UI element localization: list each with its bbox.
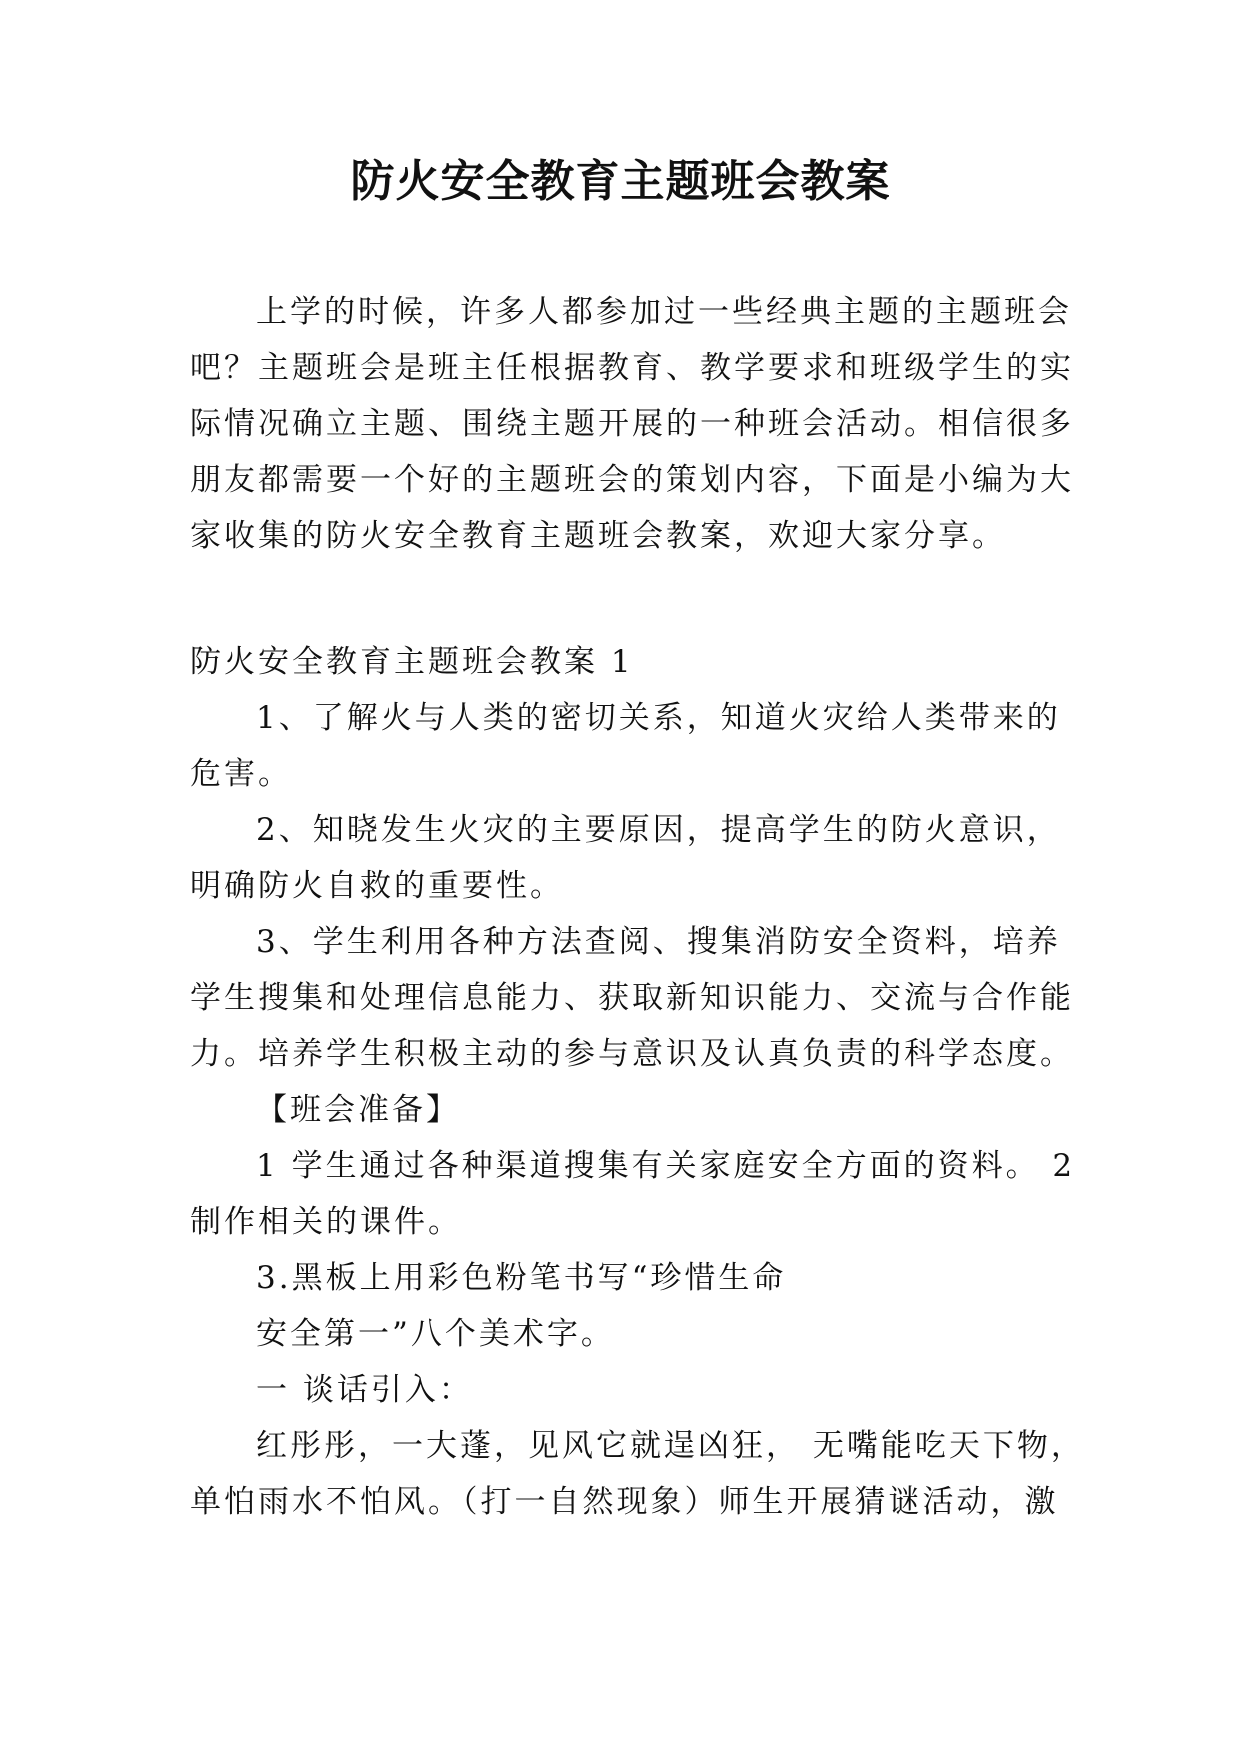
intro-line-2: 吧？主题班会是班主任根据教育、教学要求和班级学生的实 <box>190 350 1074 386</box>
document-title: 防火安全教育主题班会教案 <box>350 156 891 207</box>
intro-line-3: 际情况确立主题、围绕主题开展的一种班会活动。相信很多 <box>190 406 1074 442</box>
preparation-line-4: 安全第一”八个美术字。 <box>256 1316 615 1352</box>
goal-3-line-3: 力。培养学生积极主动的参与意识及认真负责的科学态度。 <box>190 1036 1074 1072</box>
goal-3-line-1: 3、学生利用各种方法查阅、搜集消防安全资料，培养 <box>256 924 1061 960</box>
riddle-line-2: 单怕雨水不怕风。（打一自然现象）师生开展猜谜活动，激 <box>190 1484 1059 1520</box>
preparation-line-3: 3.黑板上用彩色粉笔书写“珍惜生命 <box>256 1260 787 1296</box>
goal-1-line-2: 危害。 <box>190 756 292 792</box>
goal-3-line-2: 学生搜集和处理信息能力、获取新知识能力、交流与合作能 <box>190 980 1074 1016</box>
intro-line-1: 上学的时候，许多人都参加过一些经典主题的主题班会 <box>256 294 1072 330</box>
preparation-line-2: 制作相关的课件。 <box>190 1204 462 1240</box>
intro-line-4: 朋友都需要一个好的主题班会的策划内容，下面是小编为大 <box>190 462 1074 498</box>
intro-line-5: 家收集的防火安全教育主题班会教案，欢迎大家分享。 <box>190 518 1006 554</box>
preparation-line-1: 1 学生通过各种渠道搜集有关家庭安全方面的资料。 2 <box>256 1148 1076 1184</box>
goal-2-line-2: 明确防火自救的重要性。 <box>190 868 564 904</box>
goal-1-line-1: 1、了解火与人类的密切关系，知道火灾给人类带来的 <box>256 700 1061 736</box>
riddle-line-1: 红彤彤，一大蓬，见风它就逞凶狂， 无嘴能吃天下物， <box>256 1428 1085 1464</box>
goal-2-line-1: 2、知晓发生火灾的主要原因，提高学生的防火意识， <box>256 812 1061 848</box>
intro-talk-heading: 一 谈话引入： <box>256 1372 473 1408</box>
preparation-heading: 【班会准备】 <box>256 1092 460 1128</box>
section-heading: 防火安全教育主题班会教案 1 <box>190 644 634 680</box>
